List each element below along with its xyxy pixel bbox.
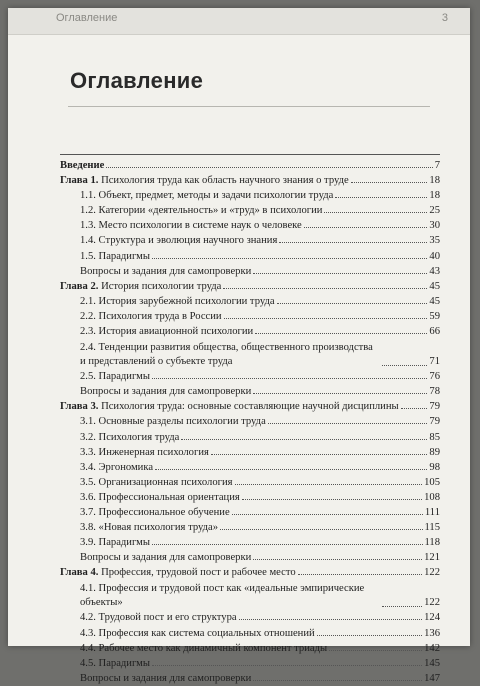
running-header-title: Оглавление: [56, 12, 118, 24]
toc-entry-label: [80, 188, 333, 203]
toc-section-row: [60, 414, 440, 429]
toc-dot-leader: [329, 650, 422, 651]
toc-dot-leader: [211, 454, 428, 455]
toc-entry-text: 4.3. Профессия как система социальных отношений: [80, 627, 315, 639]
toc-page-number: 147: [424, 672, 440, 684]
toc-entry-text: 1.1. Объект, предмет, методы и задачи психологии труда: [80, 190, 334, 202]
toc-section-row: [60, 610, 440, 625]
toc-page-number: 145: [424, 657, 440, 669]
toc-dot-leader: [324, 212, 427, 213]
toc-entry-text: 3.8. «Новая психология труда»: [80, 522, 219, 534]
toc-page-number: 66: [429, 326, 440, 338]
toc-questions-row: [60, 384, 440, 399]
toc-section-row: [60, 218, 440, 233]
toc-entry-label: [80, 430, 179, 445]
toc-dot-leader: [253, 393, 427, 394]
toc-entry-prefix: Глава 4.: [60, 567, 99, 579]
toc-dot-leader: [223, 288, 427, 289]
toc-entry-label: [80, 610, 237, 625]
toc-dot-leader: [152, 378, 427, 379]
toc-dot-leader: [224, 318, 428, 319]
toc-entry-text: 2.2. Психология труда в России: [80, 310, 222, 322]
toc-entry-label: [80, 309, 222, 324]
toc-entry-label: [80, 641, 327, 656]
toc-section-row: [60, 203, 440, 218]
toc-entry-label: [80, 414, 266, 429]
toc-dot-leader: [317, 635, 422, 636]
toc-dot-leader: [279, 242, 427, 243]
toc-section-row: [60, 369, 440, 384]
toc-entry-text: 4.4. Рабочее место как динамичный компонент триады: [80, 642, 328, 654]
toc-entry-label: [60, 399, 399, 414]
toc-section-row: [60, 626, 440, 641]
toc-dot-leader: [152, 258, 427, 259]
toc-chapter-row: [60, 565, 440, 580]
toc-entry-prefix: Введение: [60, 160, 105, 171]
toc-page-number: 115: [424, 522, 440, 534]
toc-page-number: 18: [429, 175, 440, 187]
toc-entry-text: Профессия, трудовой пост и рабочее место: [101, 567, 296, 579]
toc-section-row: [60, 430, 440, 445]
toc-dot-leader: [255, 333, 427, 334]
toc-dot-leader: [304, 227, 428, 228]
toc-page-number: 45: [429, 280, 440, 292]
toc-entry-label: [80, 520, 218, 535]
toc-entry-label: [80, 656, 150, 671]
running-header: [8, 8, 470, 35]
toc-section-row: [60, 339, 440, 369]
toc-section-row: [60, 188, 440, 203]
toc-dot-leader: [298, 574, 422, 575]
toc-entry-label: [80, 384, 251, 399]
toc-entry-text: 1.3. Место психологии в системе наук о человеке: [80, 220, 302, 232]
toc-entry-label: [60, 279, 221, 294]
toc-entry-label: [60, 173, 349, 188]
toc-dot-leader: [155, 469, 427, 470]
toc-dot-leader: [253, 680, 422, 681]
toc-section-row: [60, 460, 440, 475]
toc-entry-text: 2.3. История авиационной психологии: [80, 326, 254, 338]
toc-entry-text: 3.2. Психология труда: [80, 431, 180, 443]
running-header-page-number: 3: [441, 12, 448, 24]
toc-entry-text: Вопросы и задания для самопроверки: [80, 552, 252, 564]
toc-dot-leader: [382, 606, 422, 607]
toc-dot-leader: [239, 619, 423, 620]
toc-dot-leader: [335, 197, 427, 198]
toc-entry-label: [80, 671, 251, 686]
toc-section-row: [60, 580, 440, 610]
toc-entry-label: [80, 445, 209, 460]
toc-entry-label: [80, 535, 150, 550]
toc-section-row: [60, 490, 440, 505]
toc-page-number: 79: [429, 401, 440, 413]
toc-entry-label: [80, 203, 322, 218]
toc-entry-label: [80, 475, 233, 490]
toc-section-row: [60, 445, 440, 460]
toc-entry-label: [80, 341, 380, 369]
toc-entry-label: [60, 158, 104, 173]
toc-dot-leader: [235, 484, 423, 485]
toc-page-number: 108: [424, 491, 440, 503]
toc-questions-row: [60, 671, 440, 686]
toc-entry-label: [80, 460, 153, 475]
toc-entry-text: 2.5. Парадигмы: [80, 371, 150, 383]
toc-entry-text: 3.4. Эргономика: [80, 461, 154, 473]
toc-page-number: 142: [424, 642, 440, 654]
toc-section-row: [60, 505, 440, 520]
toc-entry-text: Психология труда как область научного знания о труде: [101, 175, 349, 187]
toc-entry-text: 2.4. Тенденции развития общества, общественного производства и представлений о субъекте труда: [80, 342, 373, 368]
toc-entry-text: Вопросы и задания для самопроверки: [80, 265, 252, 277]
toc-entry-label: [80, 249, 150, 264]
toc-entry-label: [80, 294, 275, 309]
toc-page-number: 76: [429, 371, 440, 383]
toc-page-number: 111: [424, 506, 440, 518]
toc-chapter-row: [60, 173, 440, 188]
toc-dot-leader: [152, 665, 422, 666]
toc-page-number: 25: [429, 205, 440, 217]
toc-entry-text: 1.5. Парадигмы: [80, 250, 150, 262]
toc-entry-text: Психология труда: основные составляющие научной дисциплины: [101, 401, 399, 413]
toc-page-number: 79: [429, 416, 440, 428]
toc-entry-text: 3.1. Основные разделы психологии труда: [80, 416, 266, 428]
toc-chapter-row: [60, 399, 440, 414]
toc-page-number: 43: [429, 265, 440, 277]
toc-intro-row: [60, 158, 440, 173]
toc-entry-label: [80, 505, 230, 520]
toc-page-number: 122: [424, 567, 440, 579]
toc-entry-label: [80, 582, 380, 610]
toc-entry-text: История психологии труда: [101, 280, 222, 292]
toc-questions-row: [60, 550, 440, 565]
toc-page-number: 98: [429, 461, 440, 473]
toc-dot-leader: [268, 423, 428, 424]
toc-page-number: 85: [429, 431, 440, 443]
toc-page-number: 59: [429, 310, 440, 322]
toc-dot-leader: [253, 559, 422, 560]
toc-section-row: [60, 475, 440, 490]
toc-page-number: 89: [429, 446, 440, 458]
toc-dot-leader: [242, 499, 422, 500]
toc-entry-text: Вопросы и задания для самопроверки: [80, 386, 252, 398]
page-title: Оглавление: [70, 68, 204, 93]
toc-entry-label: [80, 550, 251, 565]
toc-entry-text: 3.3. Инженерная психология: [80, 446, 209, 458]
toc-dot-leader: [401, 408, 428, 409]
toc-dot-leader: [277, 303, 428, 304]
toc-dot-leader: [152, 544, 423, 545]
toc-entry-label: [80, 324, 253, 339]
toc-dot-leader: [220, 529, 422, 530]
toc-page-number: 40: [429, 250, 440, 262]
toc-section-row: [60, 324, 440, 339]
toc-page-number: 71: [429, 356, 440, 368]
toc-entry-text: 1.4. Структура и эволюция научного знания: [80, 235, 278, 247]
toc-section-row: [60, 294, 440, 309]
toc-entry-label: [80, 233, 277, 248]
toc-entry-text: 4.2. Трудовой пост и его структура: [80, 612, 237, 624]
toc-section-row: [60, 641, 440, 656]
toc-entry-label: [80, 264, 251, 279]
toc-dot-leader: [232, 514, 423, 515]
toc-top-rule: [60, 154, 440, 155]
toc-page-number: 45: [429, 295, 440, 307]
toc-entry-text: 3.5. Организационная психология: [80, 476, 233, 488]
toc-entry-label: [80, 369, 150, 384]
toc-section-row: [60, 249, 440, 264]
table-of-contents: [60, 158, 440, 686]
toc-page-number: 30: [429, 220, 440, 232]
toc-entry-text: Вопросы и задания для самопроверки: [80, 672, 252, 684]
toc-entry-text: 4.1. Профессия и трудовой пост как «идеальные эмпирические объекты»: [80, 583, 365, 609]
toc-page-number: 121: [424, 552, 440, 564]
toc-entry-label: [80, 490, 240, 505]
toc-page-number: 118: [424, 537, 440, 549]
toc-page-number: 105: [424, 476, 440, 488]
toc-entry-text: 3.7. Профессиональное обучение: [80, 506, 230, 518]
toc-page-number: 7: [434, 160, 440, 171]
toc-entry-label: [60, 565, 296, 580]
toc-entry-text: 3.6. Профессиональная ориентация: [80, 491, 240, 503]
toc-page-number: 122: [424, 597, 440, 609]
toc-entry-text: 2.1. История зарубежной психологии труда: [80, 295, 275, 307]
toc-section-row: [60, 656, 440, 671]
toc-section-row: [60, 309, 440, 324]
toc-dot-leader: [181, 439, 427, 440]
toc-entry-prefix: Глава 2.: [60, 280, 99, 292]
toc-dot-leader: [253, 273, 427, 274]
toc-section-row: [60, 233, 440, 248]
toc-entry-label: [80, 626, 315, 641]
toc-questions-row: [60, 264, 440, 279]
toc-entry-prefix: Глава 1.: [60, 175, 99, 187]
toc-dot-leader: [382, 365, 427, 366]
book-page: [8, 8, 470, 684]
toc-entry-text: 4.5. Парадигмы: [80, 657, 150, 669]
toc-section-row: [60, 535, 440, 550]
title-divider: [68, 106, 430, 107]
toc-dot-leader: [106, 167, 432, 168]
toc-page-number: 35: [429, 235, 440, 247]
toc-entry-prefix: Глава 3.: [60, 401, 99, 413]
toc-page-number: 124: [424, 612, 440, 624]
toc-dot-leader: [351, 182, 428, 183]
toc-entry-text: 3.9. Парадигмы: [80, 537, 150, 549]
toc-page-number: 18: [429, 190, 440, 202]
toc-page-number: 78: [429, 386, 440, 398]
toc-chapter-row: [60, 279, 440, 294]
toc-page-number: 136: [424, 627, 440, 639]
toc-entry-text: 1.2. Категории «деятельность» и «труд» в психологии: [80, 205, 323, 217]
toc-section-row: [60, 520, 440, 535]
toc-entry-label: [80, 218, 302, 233]
